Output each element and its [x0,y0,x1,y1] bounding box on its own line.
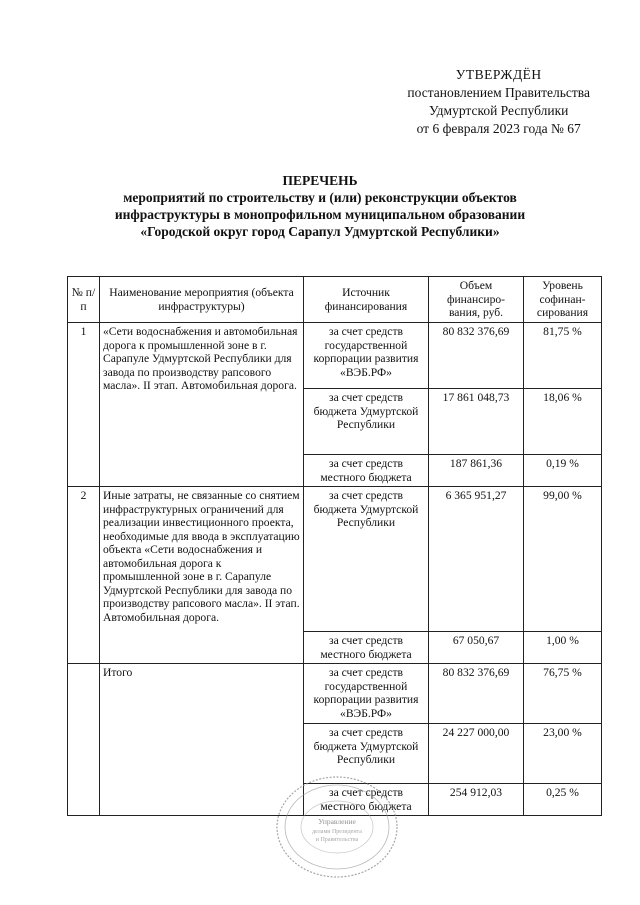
funding-level: 18,06 % [524,389,602,455]
funding-source: за счет средств государственной корпорации развития «ВЭБ.РФ» [304,323,429,389]
funding-source: за счет средств местного бюджета [304,455,429,487]
funding-amount: 254 912,03 [429,784,524,816]
header-num: № п/п [68,277,100,323]
funding-level: 1,00 % [524,632,602,664]
funding-amount: 80 832 376,69 [429,664,524,724]
title-line-1: ПЕРЕЧЕНЬ [282,173,358,188]
total-label: Итого [100,664,304,816]
row-num: 1 [68,323,100,487]
funding-level: 23,00 % [524,724,602,784]
funding-level: 0,25 % [524,784,602,816]
approval-line-2: постановлением Правительства [407,85,590,100]
funding-level: 81,75 % [524,323,602,389]
table-row [68,487,602,632]
funding-source: за счет средств государственной корпорации развития «ВЭБ.РФ» [304,664,429,724]
header-source: Источник финансирования [304,277,429,323]
title-line-3: инфраструктуры в монопрофильном муниципальном образовании [114,207,526,222]
title-line-2: мероприятий по строительству и (или) реконструкции объектов [123,190,517,205]
funding-source: за счет средств бюджета Удмуртской Республики [304,724,429,784]
funding-amount: 17 861 048,73 [429,389,524,455]
funding-level: 99,00 % [524,487,602,632]
measures-table [67,276,602,816]
stamp-line-2: делами Президента [312,829,362,835]
approval-date: от 6 февраля 2023 года № 67 [416,121,581,136]
approval-line-3: Удмуртской Республики [429,103,569,118]
funding-level: 76,75 % [524,664,602,724]
table-header-row [68,277,602,323]
title-line-4: «Городской округ город Сарапул Удмуртской Республики» [140,224,500,239]
table-row [68,323,602,389]
stamp-line-3: и Правительства [315,837,359,843]
funding-amount: 187 861,36 [429,455,524,487]
header-level: Уровень софинан-сирования [524,277,602,323]
funding-amount: 6 365 951,27 [429,487,524,632]
total-num-cell [68,664,100,816]
header-amount: Объем финансиро-вания, руб. [429,277,524,323]
row-name: Иные затраты, не связанные со снятием инфраструктурных ограничений для реализации инвестиционного проекта, необходимые для ввода в эксплуатацию объекта «Сети водоснабжения и автомобильная дорога к промышленной зоне в г. Сарапуле Удмуртской Республики для завода по производству рапсового масла». II этап. Автомобильная дорога. [100,487,304,664]
funding-source: за счет средств бюджета Удмуртской Республики [304,487,429,632]
row-num: 2 [68,487,100,664]
total-row [68,664,602,724]
funding-amount: 67 050,67 [429,632,524,664]
header-name: Наименование мероприятия (объекта инфраструктуры) [100,277,304,323]
approval-heading: УТВЕРЖДЁН [455,67,542,82]
document-title [0,172,640,240]
funding-source: за счет средств местного бюджета [304,632,429,664]
funding-amount: 24 227 000,00 [429,724,524,784]
funding-level: 0,19 % [524,455,602,487]
approval-block [407,66,590,138]
row-name: «Сети водоснабжения и автомобильная дорога к промышленной зоне в г. Сарапуле Удмуртской Республики для завода по производству рапсового масла». II этап. Автомобильная дорога. [100,323,304,487]
funding-source: за счет средств бюджета Удмуртской Республики [304,389,429,455]
stamp-line-1: Управление [318,817,356,826]
funding-amount: 80 832 376,69 [429,323,524,389]
funding-source: за счет средств местного бюджета [304,784,429,816]
official-seal-icon [272,772,402,882]
